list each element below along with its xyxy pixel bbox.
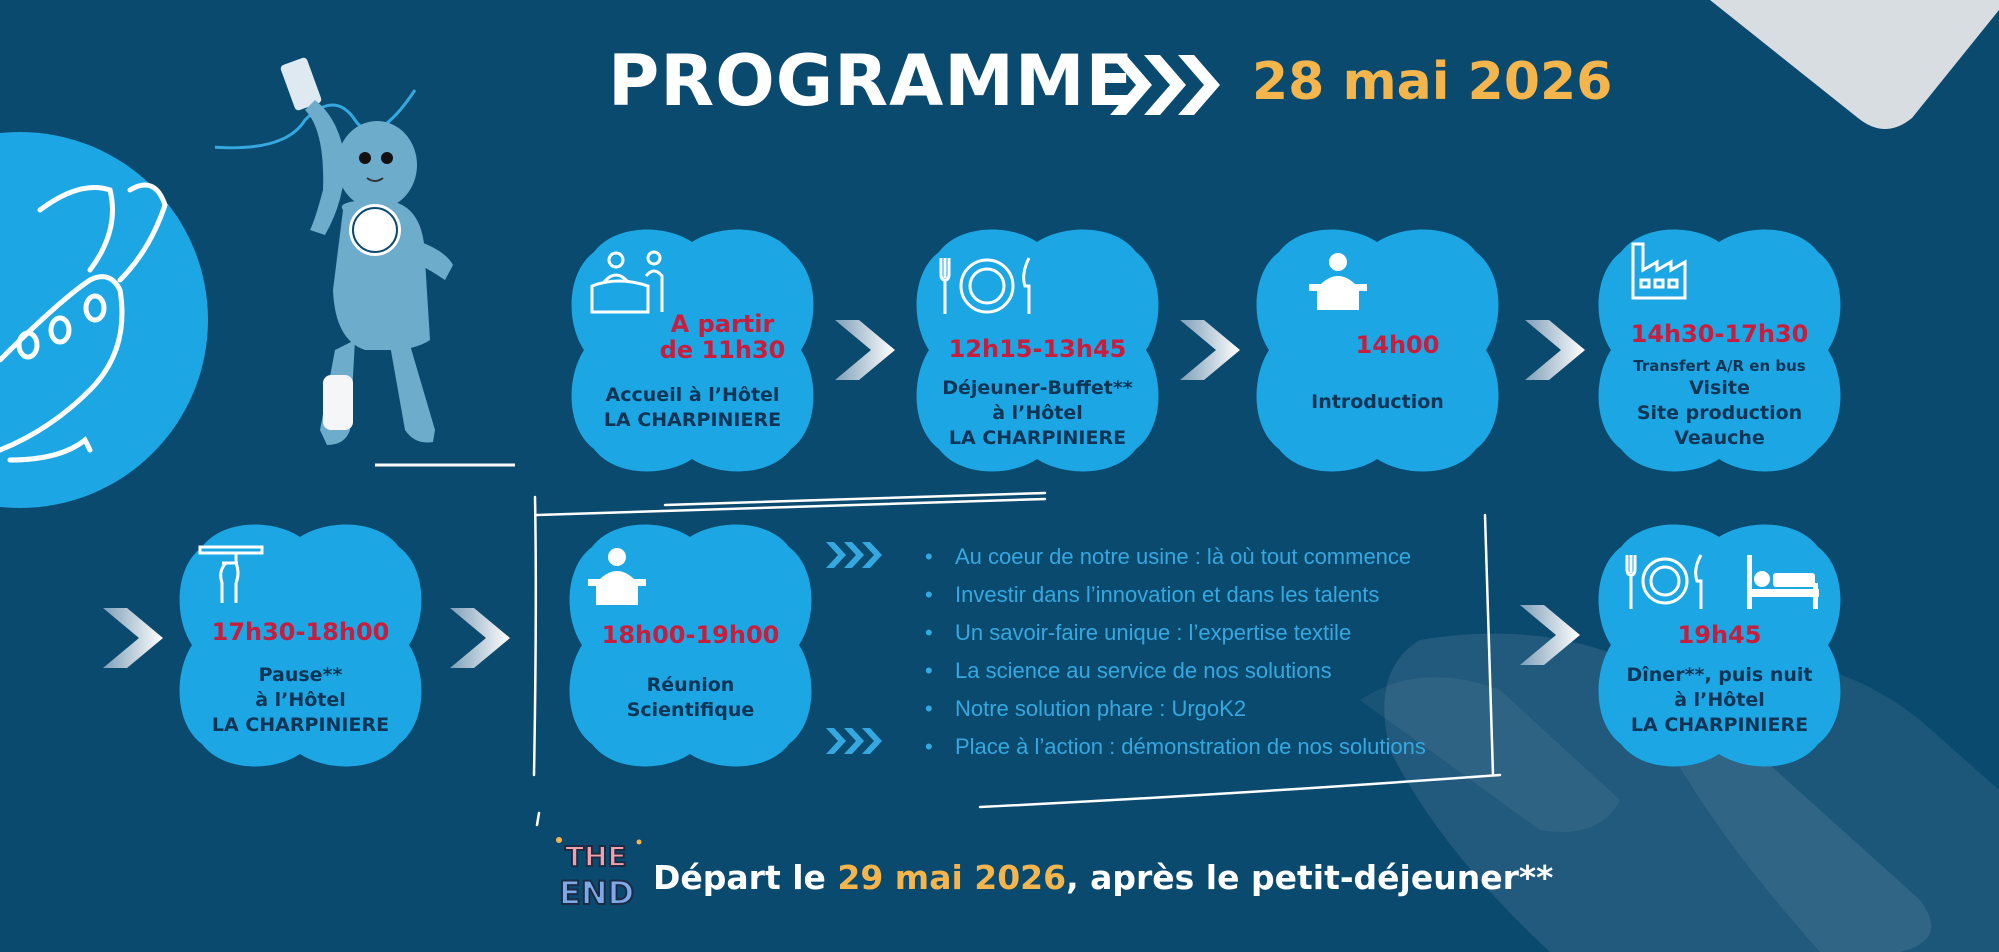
list-item: • Un savoir-faire unique : l’expertise textile	[925, 614, 1426, 652]
list-item: • Au coeur de notre usine : là où tout commence	[925, 538, 1426, 576]
departure-date: 29 mai 2026	[837, 858, 1067, 897]
triple-chevron-icon	[1110, 55, 1225, 115]
event-time: 19h45	[1677, 621, 1762, 649]
event-time: 12h15-13h45	[948, 335, 1127, 363]
event-desc-line: Pause**	[258, 664, 343, 686]
event-time: 18h00-19h00	[601, 621, 780, 649]
the-end-badge	[553, 830, 645, 914]
event-card-dinner	[1597, 523, 1842, 768]
flow-arrow-2	[1180, 320, 1240, 380]
event-card-welcome	[570, 228, 815, 473]
event-time-line2: de 11h30	[659, 336, 786, 364]
badge-line1: THE	[565, 840, 627, 873]
event-card-break	[178, 523, 423, 768]
flow-arrow-4	[103, 608, 163, 668]
event-desc-line: LA CHARPINIERE	[211, 714, 390, 736]
list-item: • Place à l’action : démonstration de nos solutions	[925, 728, 1426, 766]
event-desc-line: à l’Hôtel	[255, 689, 346, 711]
mascot-figure	[215, 50, 515, 470]
event-desc-small: Transfert A/R en bus	[1633, 357, 1806, 375]
event-desc-line: Dîner**, puis nuit	[1626, 664, 1813, 686]
list-item: • Investir dans l’innovation et dans les talents	[925, 576, 1426, 614]
event-time: 14h30-17h30	[1630, 320, 1809, 348]
badge-line2: END	[559, 874, 635, 912]
departure-suffix: , après le petit-déjeuner**	[1066, 858, 1554, 897]
event-time: 14h00	[1355, 331, 1440, 359]
list-item: • Notre solution phare : UrgoK2	[925, 690, 1426, 728]
event-time-line1: A partir	[670, 310, 775, 338]
event-desc-line: Accueil à l’Hôtel	[605, 384, 780, 406]
triple-chevron-icon	[826, 542, 884, 568]
event-desc-line: Scientifique	[626, 699, 755, 721]
departure-note	[653, 858, 1553, 897]
event-desc-line: LA CHARPINIERE	[1630, 714, 1809, 736]
event-desc-line: Veauche	[1674, 427, 1765, 449]
list-item: • La science au service de nos solutions	[925, 652, 1426, 690]
departure-prefix: Départ le	[653, 858, 838, 897]
event-card-meeting	[568, 523, 813, 768]
event-card-introduction	[1255, 228, 1500, 473]
event-date: 28 mai 2026	[1252, 52, 1613, 112]
event-desc-line: Réunion	[646, 674, 735, 696]
event-desc-line: Introduction	[1311, 391, 1444, 413]
event-card-lunch	[915, 228, 1160, 473]
flow-arrow-6	[1520, 605, 1580, 665]
corner-decoration	[1700, 0, 1999, 135]
event-desc-line: à l’Hôtel	[1674, 689, 1765, 711]
flow-arrow-3	[1525, 320, 1585, 380]
triple-chevron-icon	[826, 728, 884, 754]
event-desc-line: LA CHARPINIERE	[603, 409, 782, 431]
event-desc-line: Site production	[1636, 402, 1803, 424]
event-desc-line: Visite	[1689, 377, 1750, 399]
event-desc-line: à l’Hôtel	[992, 402, 1083, 424]
brand-circle-logo	[0, 130, 215, 510]
event-card-visit	[1597, 228, 1842, 473]
flow-arrow-5	[450, 608, 510, 668]
page-title: PROGRAMME	[608, 40, 1135, 122]
event-desc-line: Déjeuner-Buffet**	[942, 377, 1133, 399]
event-time: 17h30-18h00	[211, 618, 390, 646]
agenda-list	[925, 538, 1426, 766]
event-desc-line: LA CHARPINIERE	[948, 427, 1127, 449]
